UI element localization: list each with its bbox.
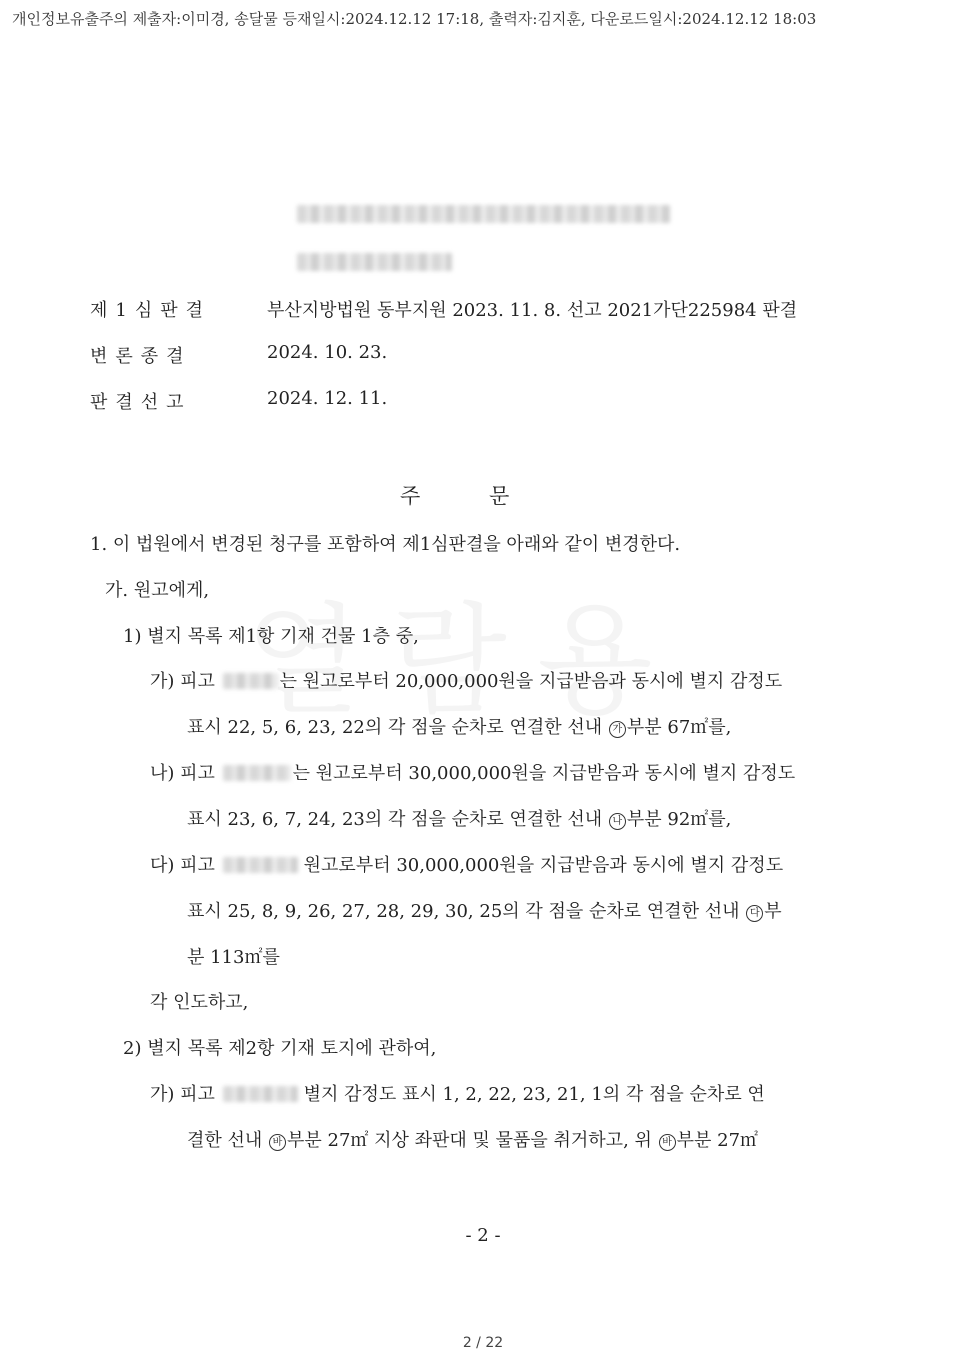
body-line-14-text: 결한 선내 (187, 1130, 263, 1151)
circled-mark: 가 (609, 721, 626, 738)
body-line-7-text: 표시 23, 6, 7, 24, 23의 각 점을 순차로 연결한 선내 (187, 809, 603, 830)
body-line-8 (150, 851, 783, 877)
body-line-2: 가. 원고에게, (105, 580, 210, 601)
redacted-defendant-name (223, 1086, 298, 1102)
redacted-defendant-name (223, 673, 278, 689)
meta-value-first-instance: 부산지방법원 동부지원 2023. 11. 8. 선고 2021가단225984 판결 (267, 300, 798, 321)
body-line-13 (150, 1080, 765, 1106)
redacted-defendant-name (223, 765, 291, 781)
body-line-9 (187, 897, 782, 923)
defendant-label: 나) 피고 (150, 763, 215, 784)
defendant-label: 가) 피고 (150, 671, 215, 692)
page-counter: 2 / 22 (462, 1335, 504, 1351)
meta-label-first-instance: 제1심판결 (90, 300, 212, 321)
circled-mark: 바 (269, 1134, 286, 1151)
section-title-left: 주 (400, 484, 423, 508)
body-line-14 (187, 1126, 758, 1152)
circled-mark: 나 (609, 813, 626, 830)
redacted-caption-line-1 (297, 205, 670, 223)
body-line-12: 2) 별지 목록 제2항 기재 토지에 관하여, (123, 1038, 437, 1059)
body-line-1: 1. 이 법원에서 변경된 청구를 포함하여 제1심판결을 아래와 같이 변경한다. (90, 534, 681, 555)
body-line-10: 분 113㎡를 (187, 947, 280, 968)
defendant-label: 다) 피고 (150, 855, 215, 876)
body-line-3: 1) 별지 목록 제1항 기재 건물 1층 중, (123, 626, 419, 647)
circled-mark: 다 (746, 905, 763, 922)
page-number: - 2 - (465, 1225, 501, 1246)
meta-label-sentence: 판결선고 (90, 392, 192, 413)
body-line-13-text: 별지 감정도 표시 1, 2, 22, 23, 21, 1의 각 점을 순차로 연 (303, 1084, 765, 1105)
body-line-14-tail: 부분 27㎡ (676, 1130, 759, 1151)
body-line-6 (150, 759, 795, 785)
body-line-9-tail: 부 (764, 901, 782, 922)
section-title-right: 문 (488, 484, 512, 508)
defendant-label: 가) 피고 (150, 1084, 215, 1105)
body-line-5-text: 표시 22, 5, 6, 23, 22의 각 점을 순차로 연결한 선내 (187, 717, 603, 738)
circled-mark: 바 (659, 1134, 676, 1151)
body-line-4 (150, 667, 782, 693)
section-title (400, 480, 511, 510)
body-line-7-tail: 부분 92㎡를, (626, 809, 732, 830)
body-line-6-text: 는 원고로부터 30,000,000원을 지급받음과 동시에 별지 감정도 (292, 763, 796, 784)
body-line-11: 각 인도하고, (150, 992, 249, 1013)
meta-value-closing: 2024. 10. 23. (267, 342, 388, 363)
meta-label-closing: 변론종결 (90, 346, 192, 367)
body-line-14-mid: 부분 27㎡ 지상 좌판대 및 물품을 취거하고, 위 (287, 1130, 652, 1151)
body-line-5-tail: 부분 67㎡를, (626, 717, 732, 738)
body-line-8-text: 원고로부터 30,000,000원을 지급받음과 동시에 별지 감정도 (303, 855, 784, 876)
redacted-defendant-name (223, 857, 298, 873)
body-line-4-text: 는 원고로부터 20,000,000원을 지급받음과 동시에 별지 감정도 (279, 671, 783, 692)
body-line-7 (187, 805, 731, 831)
watermark (245, 565, 683, 737)
body-line-5 (187, 713, 731, 739)
redacted-caption-line-2 (297, 253, 452, 271)
body-line-9-text: 표시 25, 8, 9, 26, 27, 28, 29, 30, 25의 각 점을 순차로 연결한 선내 (187, 901, 740, 922)
meta-value-sentence: 2024. 12. 11. (267, 388, 388, 409)
document-header: 개인정보유출주의 제출자:이미경, 송달물 등재일시:2024.12.12 17:18, 출력자:김지훈, 다운로드일시:2024.12.12 18:03 (12, 10, 817, 28)
